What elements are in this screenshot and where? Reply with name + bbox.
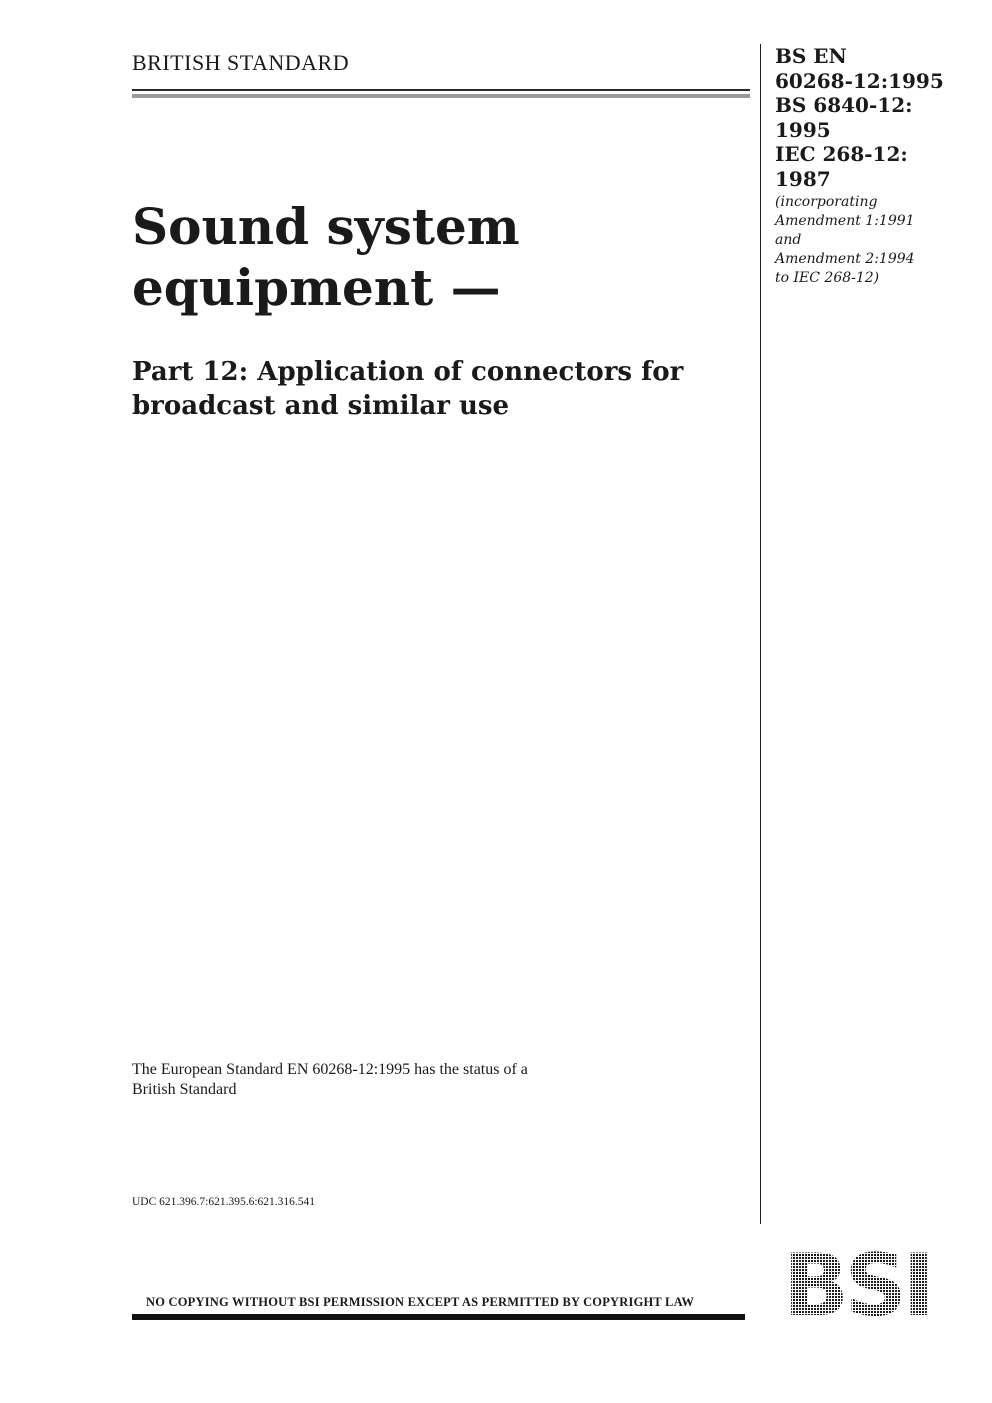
- title-line: Sound system: [132, 197, 520, 256]
- udc-code: UDC 621.396.7:621.395.6:621.316.541: [132, 1196, 316, 1208]
- standard-reference-block: [775, 44, 985, 288]
- ref-line: 1987: [775, 166, 831, 191]
- amendment-line: (incorporating: [775, 194, 878, 210]
- subtitle-line: Part 12: Application of connectors for: [132, 357, 684, 387]
- standard-type-label: BRITISH STANDARD: [132, 50, 350, 75]
- ref-line: IEC 268-12:: [775, 142, 908, 166]
- status-note: [132, 1060, 652, 1100]
- copyright-notice: NO COPYING WITHOUT BSI PERMISSION EXCEPT AS PERMITTED BY COPYRIGHT LAW: [146, 1295, 695, 1309]
- amendment-line: to IEC 268-12): [775, 270, 880, 286]
- amendment-note: [775, 193, 985, 288]
- status-note-line: The European Standard EN 60268-12:1995 has the status of a: [132, 1061, 528, 1078]
- status-note-line: British Standard: [132, 1081, 237, 1098]
- header-rule-thin: [132, 89, 750, 91]
- title-line: equipment —: [132, 258, 501, 317]
- document-title: [132, 196, 732, 318]
- vertical-divider: [760, 44, 761, 1224]
- ref-line: BS 6840-12:: [775, 93, 913, 117]
- document-subtitle: [132, 355, 752, 423]
- footer-rule: [132, 1314, 745, 1320]
- subtitle-line: broadcast and similar use: [132, 391, 510, 421]
- bsi-logo: [769, 1242, 945, 1320]
- ref-line: 1995: [775, 117, 831, 142]
- amendment-line: and: [775, 232, 802, 248]
- amendment-line: Amendment 2:1994: [775, 251, 915, 267]
- header-rule-thick: [132, 94, 750, 98]
- ref-line: BS EN: [775, 44, 847, 68]
- ref-line: 60268-12:1995: [775, 68, 944, 93]
- amendment-line: Amendment 1:1991: [775, 213, 915, 229]
- bsi-logo-letters: BSI: [783, 1242, 931, 1320]
